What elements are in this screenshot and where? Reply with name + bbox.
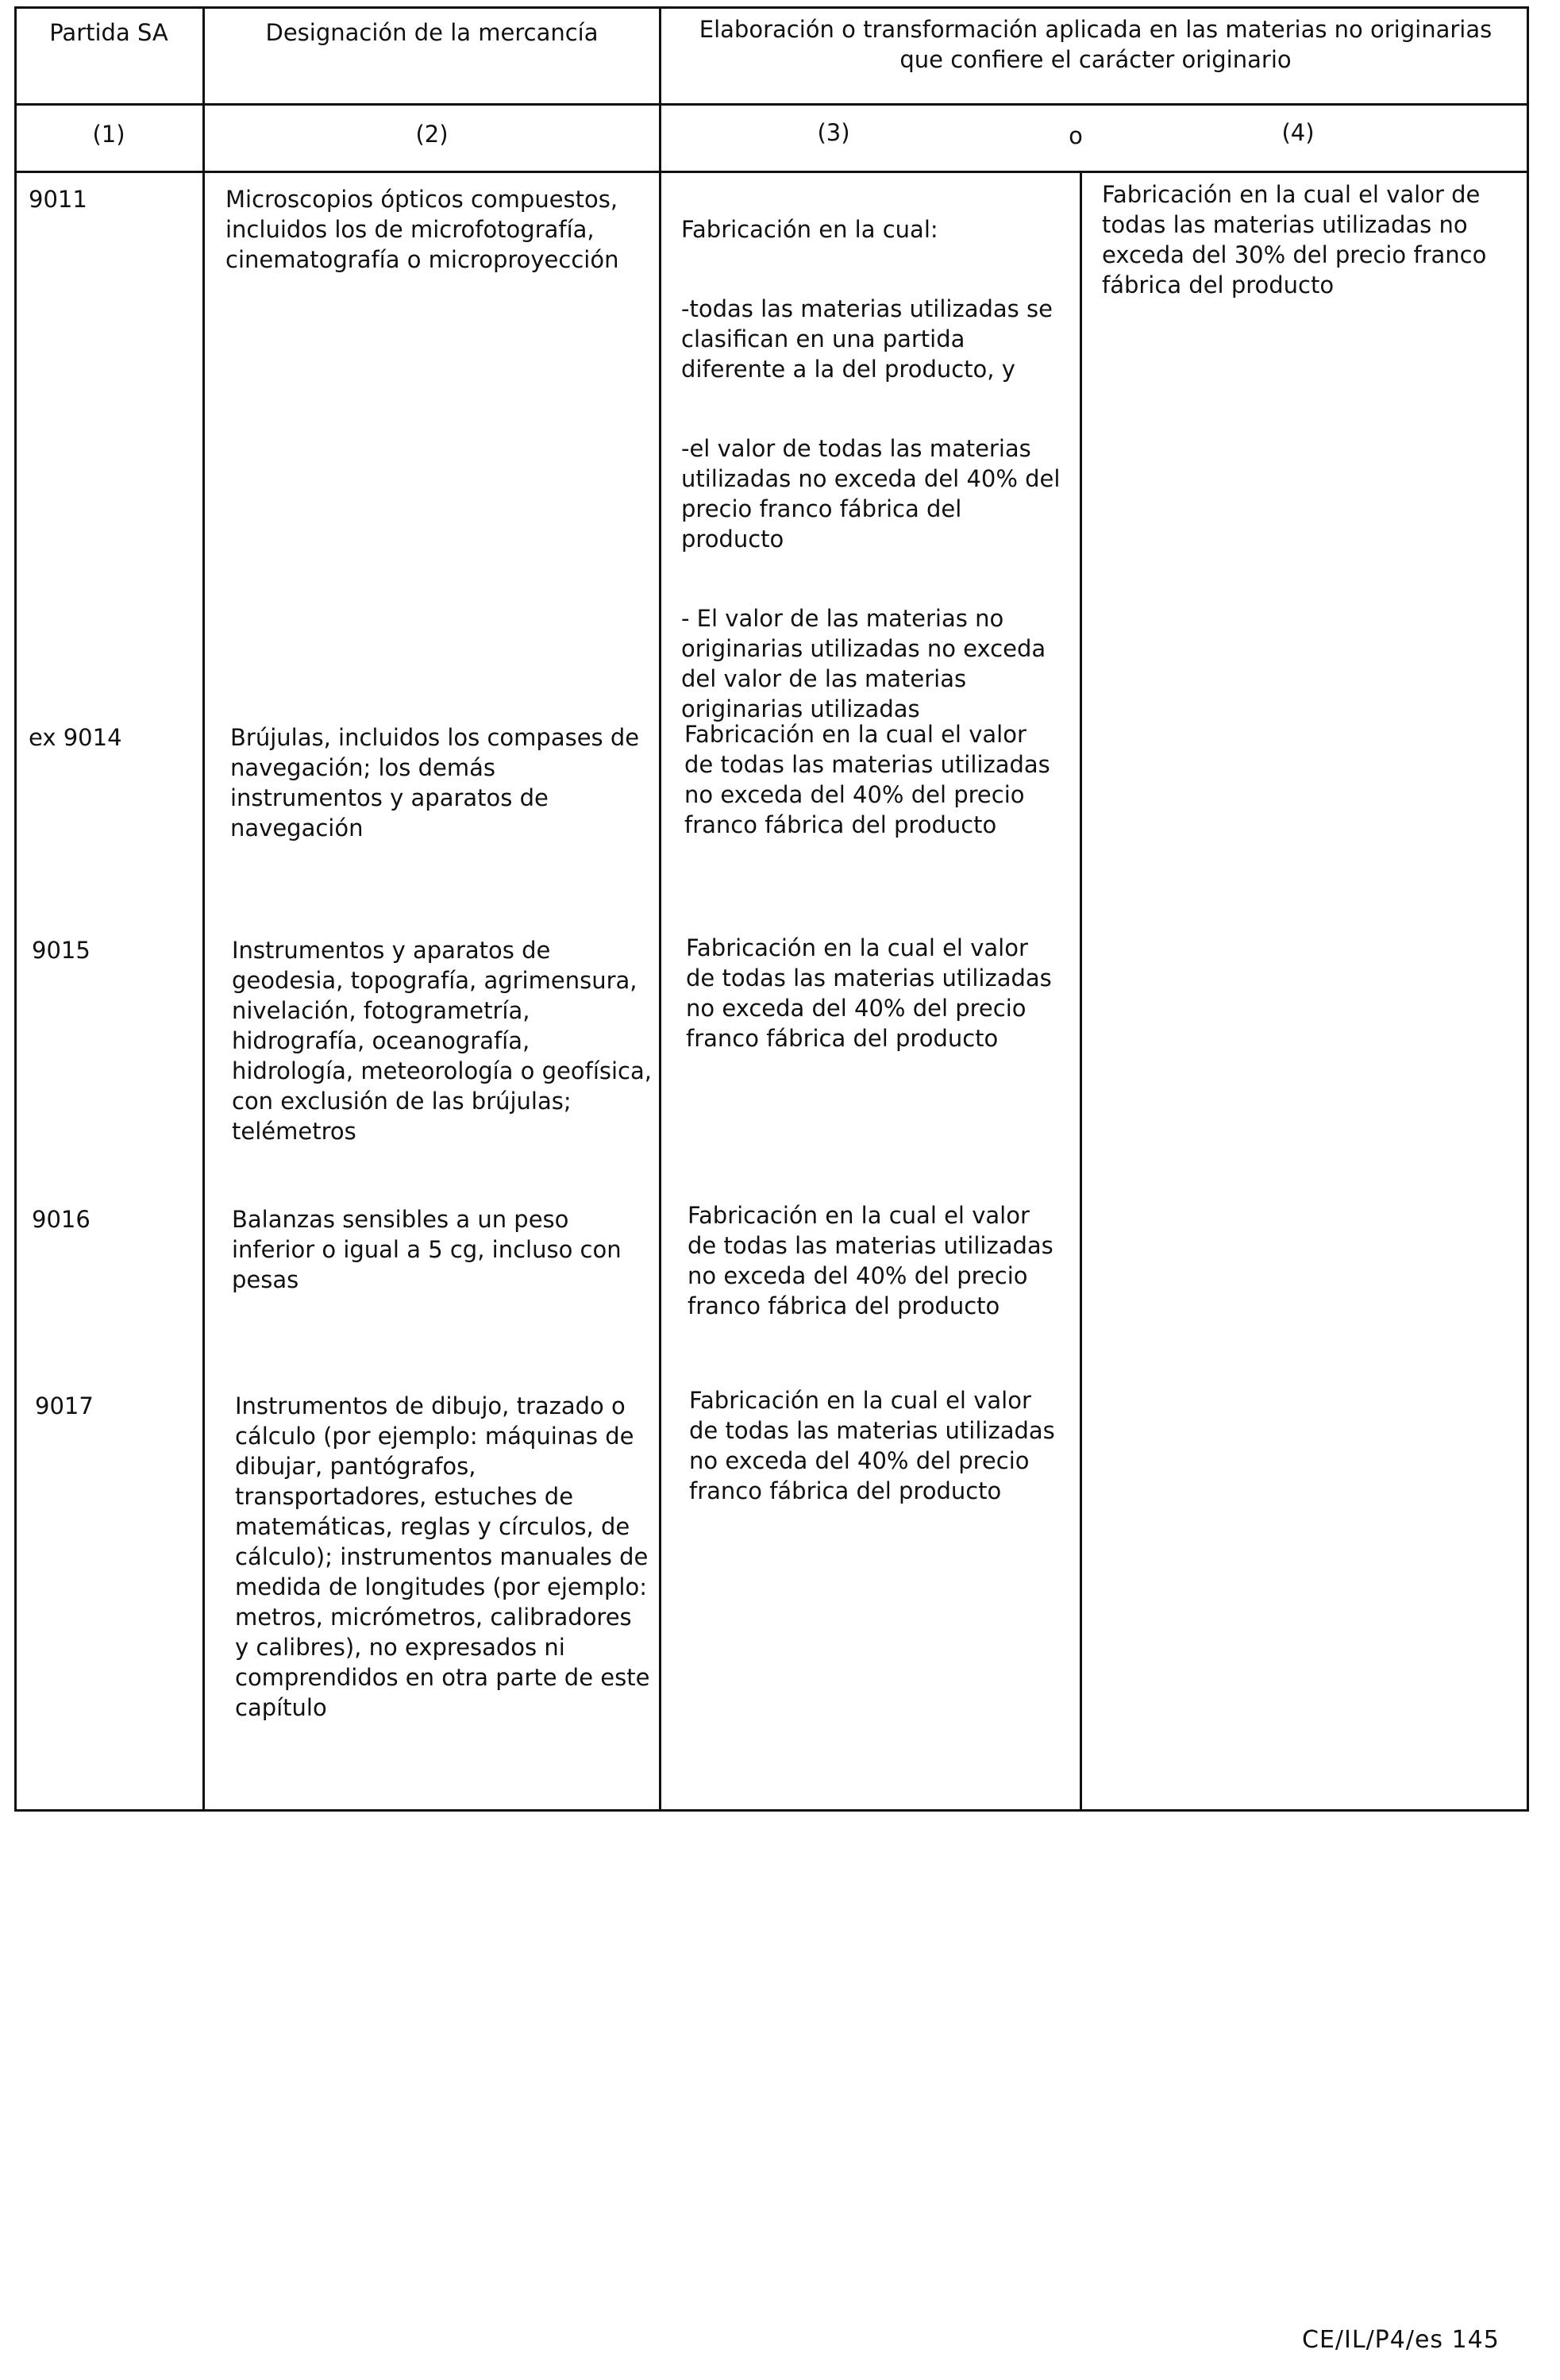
- row-9015-code: 9015: [32, 937, 91, 964]
- column-number-2: (2): [415, 121, 449, 148]
- row-9016-description: Balanzas sensibles a un peso inferior o igual a 5 cg, incluso con pesas: [232, 1206, 622, 1293]
- column-number-4: (4): [1281, 119, 1315, 146]
- header-divider: [14, 103, 1529, 106]
- row-ex9014-code: ex 9014: [29, 724, 122, 751]
- row-9017-code: 9017: [35, 1392, 94, 1419]
- row-9015-col3: Fabricación en la cual el valor de todas las materias utilizadas no exceda del 40% del precio franco fábrica del producto: [686, 934, 1052, 1052]
- header-designacion: Designación de la mercancía: [265, 19, 599, 46]
- column-or-label: o: [1069, 122, 1083, 149]
- row-9011-col3-para-4: - El valor de las materias no originarias utilizadas no exceda del valor de las materias originarias utilizadas: [681, 605, 1046, 722]
- row-ex9014-col3: Fabricación en la cual el valor de todas las materias utilizadas no exceda del 40% del precio franco fábrica del producto: [684, 721, 1050, 838]
- column-number-3: (3): [817, 119, 850, 146]
- row-9017-col3: Fabricación en la cual el valor de todas las materias utilizadas no exceda del 40% del precio franco fábrica del producto: [689, 1387, 1055, 1504]
- row-9017-description: Instrumentos de dibujo, trazado o cálculo (por ejemplo: máquinas de dibujar, pantógrafos, transportadores, estuches de matemáticas, reglas y círculos, de cálculo); instrumentos manuales de medida de longitudes (por ejemplo: metros, micrómetros, calibradores y calibres), no expresados ni comprendidos en otra parte de este capítulo: [235, 1392, 650, 1721]
- number-row-divider: [14, 171, 1529, 173]
- row-9016-col3: Fabricación en la cual el valor de todas las materias utilizadas no exceda del 40% del precio franco fábrica del producto: [688, 1202, 1053, 1319]
- col-divider-1: [202, 6, 205, 1812]
- header-elaboracion: Elaboración o transformación aplicada en las materias no originarias que confiere el carácter originario: [699, 16, 1493, 73]
- row-9011-col3-para-2: -todas las materias utilizadas se clasifican en una partida diferente a la del producto, y: [681, 295, 1053, 383]
- col-divider-3: [1080, 171, 1082, 1812]
- row-9016-code: 9016: [32, 1206, 91, 1233]
- row-9011-description: Microscopios ópticos compuestos, incluidos los de microfotografía, cinematografía o microproyección: [225, 186, 619, 273]
- col-divider-2: [659, 6, 661, 1812]
- header-partida: Partida SA: [49, 19, 168, 46]
- row-9011-col3-para-3: -el valor de todas las materias utilizadas no exceda del 40% del precio franco fábrica del producto: [681, 435, 1061, 553]
- row-9011-col4: Fabricación en la cual el valor de todas las materias utilizadas no exceda del 30% del precio franco fábrica del producto: [1102, 181, 1487, 298]
- column-number-1: (1): [92, 121, 125, 148]
- row-9011-col3: [681, 184, 1062, 773]
- row-9015-description: Instrumentos y aparatos de geodesia, topografía, agrimensura, nivelación, fotogrametría, hidrografía, oceanografía, hidrología, meteorología o geofísica, con exclusión de las brújulas; telémetros: [232, 937, 652, 1145]
- row-ex9014-description: Brújulas, incluidos los compases de navegación; los demás instrumentos y aparatos de navegación: [230, 724, 640, 841]
- document-reference: CE/IL/P4/es 145: [1302, 2326, 1500, 2354]
- row-9011-code: 9011: [29, 186, 87, 213]
- row-9011-col3-para-1: Fabricación en la cual:: [681, 216, 938, 243]
